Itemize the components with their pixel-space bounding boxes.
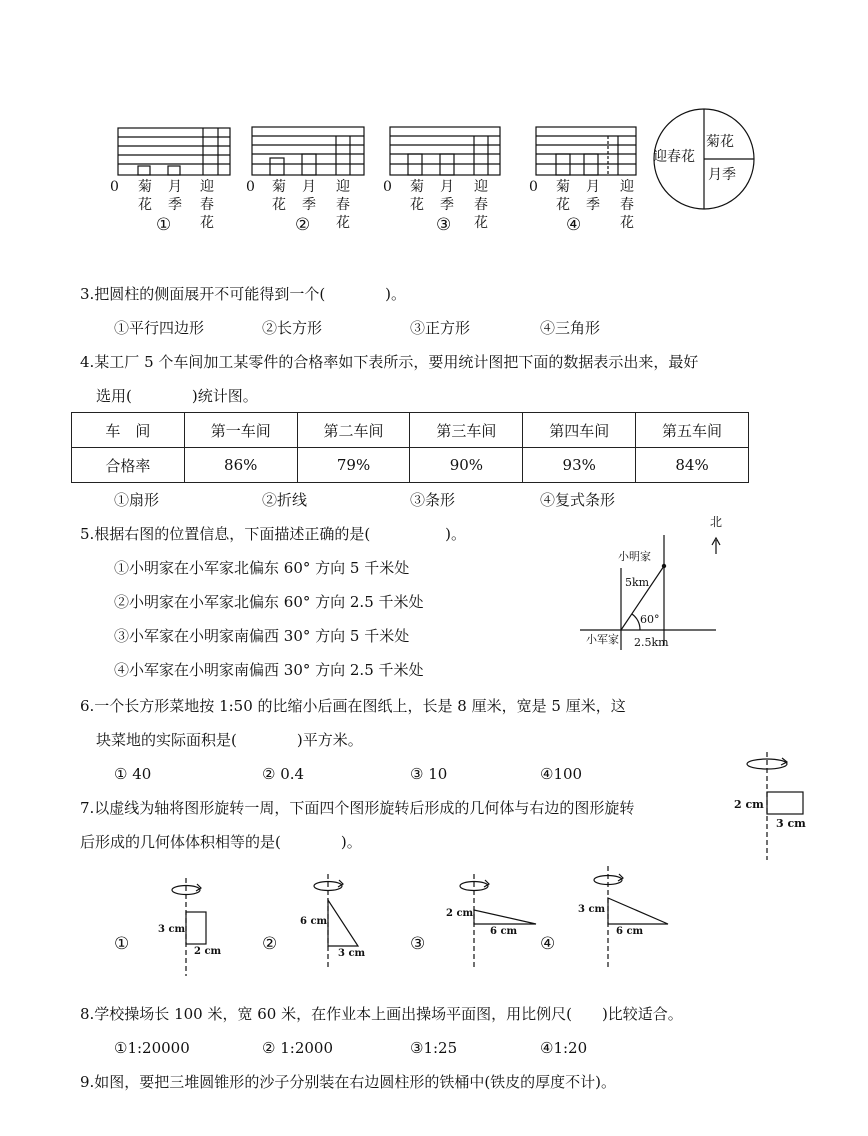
table-cell: 第二车间	[297, 413, 410, 448]
q7-stem-line2: 后形成的几何体体积相等的是( )。	[80, 833, 362, 851]
cat-ju-1: 菊	[138, 179, 152, 195]
chart-label-4: ④	[566, 215, 582, 235]
distance-label: 5km	[625, 576, 650, 589]
q7-f1-a: 3 cm	[158, 924, 186, 935]
table-cell: 第四车间	[523, 413, 636, 448]
table-cell: 第三车间	[410, 413, 523, 448]
q8-option-2[interactable]: ② 1:2000	[262, 1039, 333, 1057]
pass-rate-table	[71, 412, 749, 483]
q7-option-2[interactable]: ②	[262, 934, 278, 954]
cat-ju-2: 花	[556, 197, 570, 213]
angle-label: 60°	[640, 613, 660, 626]
xiaoming-label: 小明家	[618, 550, 651, 563]
table-row	[72, 413, 749, 448]
q6-option-4[interactable]: ④100	[540, 765, 583, 783]
q4-option-1[interactable]: ①扇形	[114, 491, 160, 509]
q3-stem: 3.把圆柱的侧面展开不可能得到一个( )。	[80, 285, 407, 303]
cat-ying-1: 迎	[474, 179, 488, 195]
q4-option-3[interactable]: ③条形	[410, 491, 456, 509]
q5-option-4[interactable]: ④小军家在小明家南偏西 30° 方向 2.5 千米处	[114, 661, 424, 679]
table-cell: 93%	[523, 448, 636, 483]
q7-option-4[interactable]: ④	[540, 934, 556, 954]
q8-stem: 8.学校操场长 100 米，宽 60 米，在作业本上画出操场平面图，用比例尺( )比较适合。	[80, 1005, 683, 1023]
table-cell: 86%	[184, 448, 297, 483]
q7-f4-a: 3 cm	[578, 904, 606, 915]
q8-option-1[interactable]: ①1:20000	[114, 1039, 190, 1057]
table-cell: 90%	[410, 448, 523, 483]
cat-ju-1: 菊	[272, 179, 286, 195]
cat-ju-2: 花	[138, 197, 152, 213]
q9-stem: 9.如图，要把三堆圆锥形的沙子分别装在右边圆柱形的铁桶中(铁皮的厚度不计)。	[80, 1073, 617, 1091]
q7-f3-a: 2 cm	[446, 908, 474, 919]
q7-f1-b: 2 cm	[194, 946, 222, 957]
cat-yue-1: 月	[586, 179, 600, 195]
scale-label: 2.5km	[634, 636, 669, 649]
cat-ying-1: 迎	[620, 179, 634, 195]
chart-label-1: ①	[156, 215, 172, 235]
q7-ref-length-label: 3 cm	[776, 817, 806, 830]
q4-stem-line2: 选用( )统计图。	[96, 387, 258, 405]
cat-yue-1: 月	[168, 179, 182, 195]
cat-ying-2: 春	[336, 197, 350, 213]
zero-label: 0	[110, 179, 119, 195]
cat-ying-2: 春	[474, 197, 488, 213]
q6-option-3[interactable]: ③ 10	[410, 765, 448, 783]
chart-label-2: ②	[295, 215, 311, 235]
q7-f2-b: 3 cm	[338, 948, 366, 959]
q5-option-2[interactable]: ②小明家在小军家北偏东 60° 方向 2.5 千米处	[114, 593, 424, 611]
q3-option-1[interactable]: ①平行四边形	[114, 319, 205, 337]
cat-ying-3: 花	[620, 215, 634, 231]
cat-yue-2: 季	[440, 197, 454, 213]
cat-ying-3: 花	[200, 215, 214, 231]
pie-label-ju: 菊花	[706, 134, 734, 150]
q7-option-1[interactable]: ①	[114, 934, 130, 954]
q7-f4-b: 6 cm	[616, 926, 644, 937]
q4-stem-line1: 4.某工厂 5 个车间加工某零件的合格率如下表所示，要用统计图把下面的数据表示出来，最好	[80, 353, 699, 371]
q8-option-4[interactable]: ④1:20	[540, 1039, 588, 1057]
q7-stem-line1: 7.以虚线为轴将图形旋转一周，下面四个图形旋转后形成的几何体与右边的图形旋转	[80, 799, 635, 817]
q4-option-4[interactable]: ④复式条形	[540, 491, 616, 509]
q6-option-1[interactable]: ① 40	[114, 765, 152, 783]
chart-label-3: ③	[436, 215, 452, 235]
q5-stem: 5.根据右图的位置信息，下面描述正确的是( )。	[80, 525, 467, 543]
q3-option-2[interactable]: ②长方形	[262, 319, 323, 337]
cat-ju-2: 花	[410, 197, 424, 213]
q7-f2-a: 6 cm	[300, 916, 328, 927]
q7-option-3[interactable]: ③	[410, 934, 426, 954]
cat-ying-1: 迎	[200, 179, 214, 195]
q6-stem-line2: 块菜地的实际面积是( )平方米。	[96, 731, 363, 749]
table-cell: 第一车间	[184, 413, 297, 448]
cat-ying-2: 春	[200, 197, 214, 213]
q3-option-4[interactable]: ④三角形	[540, 319, 601, 337]
cat-ying-2: 春	[620, 197, 634, 213]
cat-ju-2: 花	[272, 197, 286, 213]
cat-ying-3: 花	[336, 215, 350, 231]
north-label: 北	[710, 515, 723, 529]
q6-option-2[interactable]: ② 0.4	[262, 765, 305, 783]
zero-label: 0	[383, 179, 392, 195]
cat-ju-1: 菊	[556, 179, 570, 195]
q7-f3-b: 6 cm	[490, 926, 518, 937]
table-cell: 84%	[636, 448, 749, 483]
q5-option-1[interactable]: ①小明家在小军家北偏东 60° 方向 5 千米处	[114, 559, 410, 577]
q7-ref-width-label: 2 cm	[734, 798, 764, 811]
cat-yue-1: 月	[440, 179, 454, 195]
table-cell: 第五车间	[636, 413, 749, 448]
cat-yue-2: 季	[168, 197, 182, 213]
cat-yue-2: 季	[302, 197, 316, 213]
cat-yue-1: 月	[302, 179, 316, 195]
xiaojun-label: 小军家	[586, 633, 619, 646]
q5-option-3[interactable]: ③小军家在小明家南偏西 30° 方向 5 千米处	[114, 627, 410, 645]
cat-ying-3: 花	[474, 215, 488, 231]
table-cell: 合格率	[72, 448, 185, 483]
table-cell: 车 间	[72, 413, 185, 448]
q3-option-3[interactable]: ③正方形	[410, 319, 471, 337]
cat-ying-1: 迎	[336, 179, 350, 195]
table-row	[72, 448, 749, 483]
pie-label-yue: 月季	[708, 167, 736, 183]
q6-stem-line1: 6.一个长方形菜地按 1:50 的比缩小后画在图纸上，长是 8 厘米，宽是 5 厘米，这	[80, 697, 626, 715]
zero-label: 0	[529, 179, 538, 195]
q8-option-3[interactable]: ③1:25	[410, 1039, 458, 1057]
zero-label: 0	[246, 179, 255, 195]
table-cell: 79%	[297, 448, 410, 483]
pie-label-ying: 迎春花	[653, 149, 695, 165]
q4-option-2[interactable]: ②折线	[262, 491, 308, 509]
cat-ju-1: 菊	[410, 179, 424, 195]
cat-yue-2: 季	[586, 197, 600, 213]
